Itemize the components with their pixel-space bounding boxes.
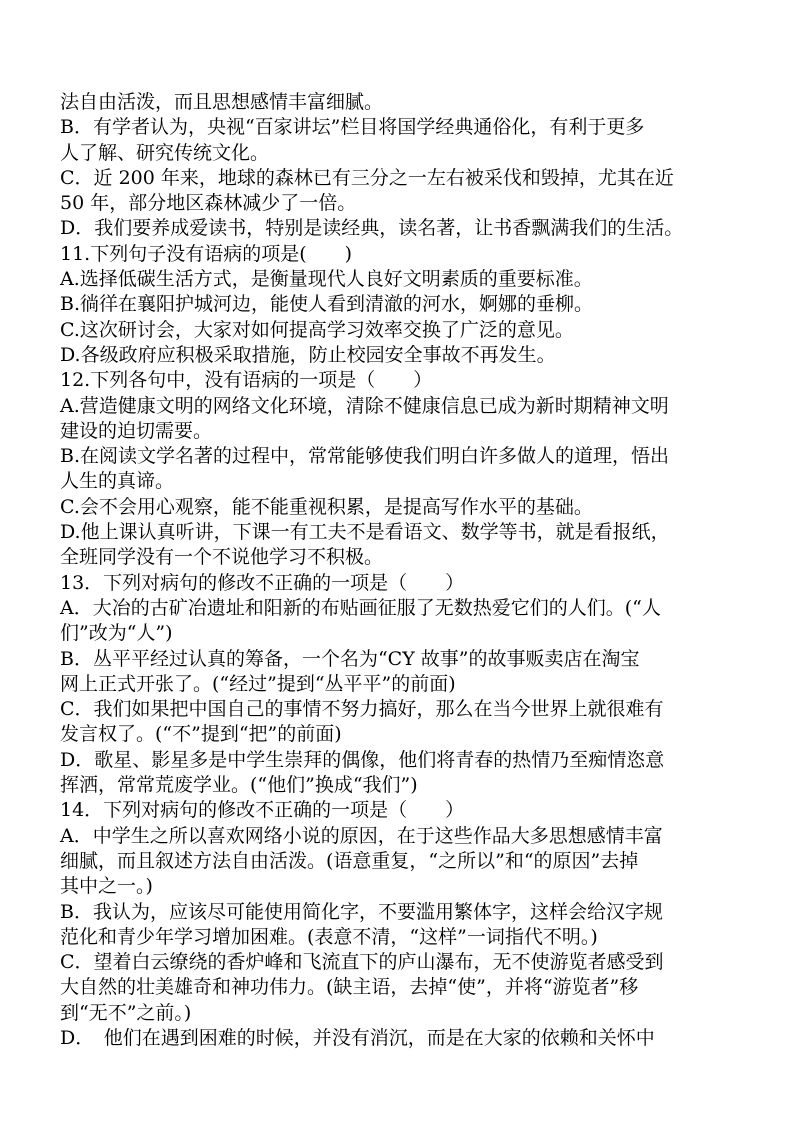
text-line: 人生的真谛。 xyxy=(60,470,175,493)
text-line: B．我认为，应该尽可能使用简化字，不要滥用繁体字，这样会给汉字规 xyxy=(60,900,663,923)
text-line: 人了解、研究传统文化。 xyxy=(60,141,270,164)
text-line: 们”改为“人”) xyxy=(60,622,173,645)
text-line: C．望着白云缭绕的香炉峰和飞流直下的庐山瀑布，无不使游览者感受到 xyxy=(60,951,664,974)
text-line: 14．下列对病句的修改不正确的一项是（ ） xyxy=(60,799,465,822)
text-line: D.各级政府应积极采取措施，防止校园安全事故不再发生。 xyxy=(60,343,556,366)
text-line: A．大冶的古矿冶遗址和阳新的布贴画征服了无数热爱它们的人们。(“人 xyxy=(60,596,661,619)
text-line: D．我们要养成爱读书，特别是读经典，读名著，让书香飘满我们的生活。 xyxy=(60,217,684,240)
text-line: B.徜徉在襄阳护城河边，能使人看到清澈的河水，婀娜的垂柳。 xyxy=(60,293,594,316)
text-line: 到“无不”之前。) xyxy=(60,1001,192,1024)
text-line: A.营造健康文明的网络文化环境，清除不健康信息已成为新时期精神文明 xyxy=(60,394,669,417)
text-line: 大自然的壮美雄奇和神功伟力。(缺主语，去掉“使”，并将“游览者”移 xyxy=(60,976,639,999)
text-line: 12.下列各句中，没有语病的一项是（ ） xyxy=(60,369,433,392)
text-line: 发言权了。(“不”提到“把”的前面) xyxy=(60,723,342,746)
text-line: C．近 200 年来，地球的森林已有三分之一左右被采伐和毁掉，尤其在近 xyxy=(60,166,674,189)
text-line: 50 年，部分地区森林减少了一倍。 xyxy=(60,192,357,215)
text-line: 13．下列对病句的修改不正确的一项是（ ） xyxy=(60,571,465,594)
text-line: 其中之一。) xyxy=(60,875,153,898)
text-line: B．丛平平经过认真的筹备，一个名为“CY 故事”的故事贩卖店在淘宝 xyxy=(60,647,640,670)
text-line: C.会不会用心观察，能不能重视积累，是提高写作水平的基础。 xyxy=(60,495,593,518)
text-line: 范化和青少年学习增加困难。(表意不清，“这样”一词指代不明。) xyxy=(60,925,598,948)
text-line: D． 他们在遇到困难的时候，并没有消沉，而是在大家的依赖和关怀中 xyxy=(60,1026,655,1049)
text-line: 11.下列句子没有语病的项是( ) xyxy=(60,242,353,265)
text-line: B．有学者认为，央视“百家讲坛”栏目将国学经典通俗化，有利于更多 xyxy=(60,116,645,139)
document-body xyxy=(60,90,740,1051)
text-line: A．中学生之所以喜欢网络小说的原因，在于这些作品大多思想感情丰富 xyxy=(60,824,663,847)
text-line: 网上正式开张了。(“经过”提到“丛平平”的前面) xyxy=(60,672,456,695)
text-line: 细腻，而且叙述方法自由活泼。(语意重复，“之所以”和“的原因”去掉 xyxy=(60,849,639,872)
text-line: 法自由活泼，而且思想感情丰富细腻。 xyxy=(60,91,384,113)
text-line: D.他上课认真听讲，下课一有工夫不是看语文、数学等书，就是看报纸， xyxy=(60,521,670,544)
text-line: C．我们如果把中国自己的事情不努力搞好，那么在当今世界上就很难有 xyxy=(60,698,664,721)
text-line: C.这次研讨会，大家对如何提高学习效率交换了广泛的意见。 xyxy=(60,318,574,341)
text-line: D．歌星、影星多是中学生崇拜的偶像，他们将青春的热情乃至痴情恣意 xyxy=(60,748,665,771)
text-line: B.在阅读文学名著的过程中，常常能够使我们明白许多做人的道理，悟出 xyxy=(60,445,670,468)
text-line: 挥洒，常常荒废学业。(“他们”换成“我们”) xyxy=(60,774,418,797)
text-line: A.选择低碳生活方式，是衡量现代人良好文明素质的重要标准。 xyxy=(60,268,593,291)
text-line: 建设的迫切需要。 xyxy=(60,419,213,442)
text-line: 全班同学没有一个不说他学习不积极。 xyxy=(60,546,384,569)
